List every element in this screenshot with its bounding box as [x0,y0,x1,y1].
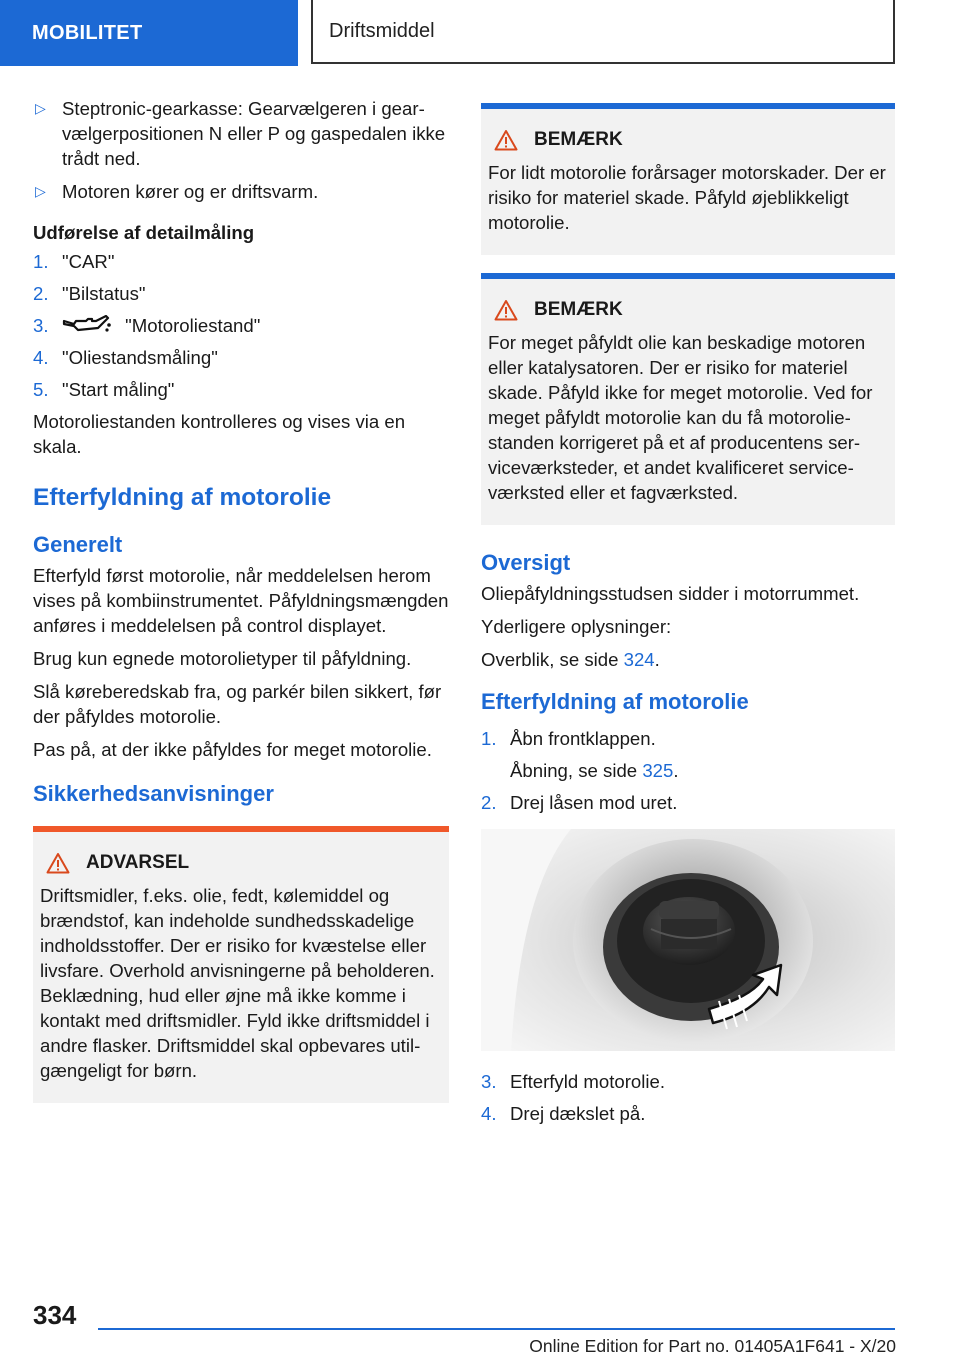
right-column [481,103,895,1133]
safety-heading: Sikkerhedsanvisninger [33,781,274,806]
list-item: 2. "Bilstatus" [33,283,146,304]
warning-title: ADVARSEL [86,852,190,873]
list-item: 1. "CAR" [33,251,115,272]
chapter-title: Driftsmiddel [311,0,895,64]
general-heading: Generelt [33,532,123,557]
list-item: 4. "Oliestandsmåling" [33,347,218,368]
list-item: 5. "Start måling" [33,379,175,400]
more-info: Yderligere oplysninger: [481,616,672,637]
page-link[interactable]: 324 [623,649,655,670]
oil-can-icon [62,315,112,335]
triangle-bullet-icon: ▷ [35,100,46,116]
warning-box [33,826,449,1103]
list-item: 3. "Motoroliestand" [33,315,261,336]
page-number: 334 [33,1300,77,1330]
list-item: 3. Efterfyld motorolie. [481,1071,666,1092]
warning-triangle-icon [494,299,518,321]
general-paragraph: Slå køreberedskab fra, og parkér bilen sikkert, før der påfyldes motorolie. [33,681,442,727]
overview-text: Oliepåfyldningsstudsen sidder i motorrummet. [481,583,860,604]
notice-text: For meget påfyldt olie kan beskadige motoren eller katalysatoren. Der er risiko for materiel skade. Påfyld ikke for meget motorolie. Ved for meget påfyldt motorolie kan du få motoroliestanden korrigeret på et af producentens serviceværksteder, et andet kvalificeret serviceværksted eller et fagværksted. [488,332,873,503]
warning-triangle-icon [494,129,518,151]
general-paragraph: Pas på, at der ikke påfyldes for meget motorolie. [33,739,432,760]
section-title: Efterfyldning af motorolie [33,484,332,511]
list-item: ▷ Motoren kører og er driftsvarm. [35,181,319,202]
page-header [0,0,960,66]
notice-text: For lidt motorolie forårsager motorskader. Der er risiko for materiel skade. Påfyld øjeblikkeligt motorolie. [488,162,886,233]
triangle-bullet-icon: ▷ [35,183,46,199]
list-item: ▷ Steptronic-gearkasse: Gearvælgeren i gearvælgerpositionen N eller P og gaspedalen ikke trådt ned. [35,98,446,169]
notice-box [481,273,895,525]
left-column [33,96,449,1103]
section-tab: MOBILITET [0,0,298,66]
notice-title: BEMÆRK [534,129,623,150]
notice-title: BEMÆRK [534,299,623,320]
oil-filler-cap-photo [481,829,895,1051]
general-paragraph: Brug kun egnede motorolietyper til påfyldning. [33,648,412,669]
overview-reference: Overblik, se side 324. [481,649,660,670]
detail-note: Motoroliestanden kontrolleres og vises via en skala. [33,411,406,457]
page-link[interactable]: 325 [642,760,674,781]
detail-heading: Udførelse af detailmåling [33,222,255,243]
list-item: 1. Åbn frontklappen. Åbning, se side 325. [481,728,679,781]
list-item: 2. Drej låsen mod uret. [481,792,678,813]
warning-text: Driftsmidler, f.eks. olie, fedt, kølemiddel og brændstof, kan indeholde sundhedsskadelige indholdsstoffer. Der er risiko for kvæstelse eller livsfare. Overhold anvisningerne på beholderen. Beklædning, hud eller øjne må ikke komme i kontakt med driftsmidler. Fyld ikke driftsmiddel i andre flasker. Driftsmiddel skal opbevares utilgængeligt for børn. [40,885,435,1081]
warning-triangle-icon [46,852,70,874]
list-item: 4. Drej dækslet på. [481,1103,646,1124]
general-paragraph: Efterfyld først motorolie, når meddelelsen herom vises på kombiinstrumentet. Påfyldningsmængden anføres i meddelelsen på control displayet. [33,565,449,636]
edition-text: Online Edition for Part no. 01405A1F641 - X/20 [529,1336,896,1356]
footer-divider [98,1328,895,1330]
refill-heading: Efterfyldning af motorolie [481,689,749,714]
overview-heading: Oversigt [481,550,571,575]
notice-box [481,103,895,255]
